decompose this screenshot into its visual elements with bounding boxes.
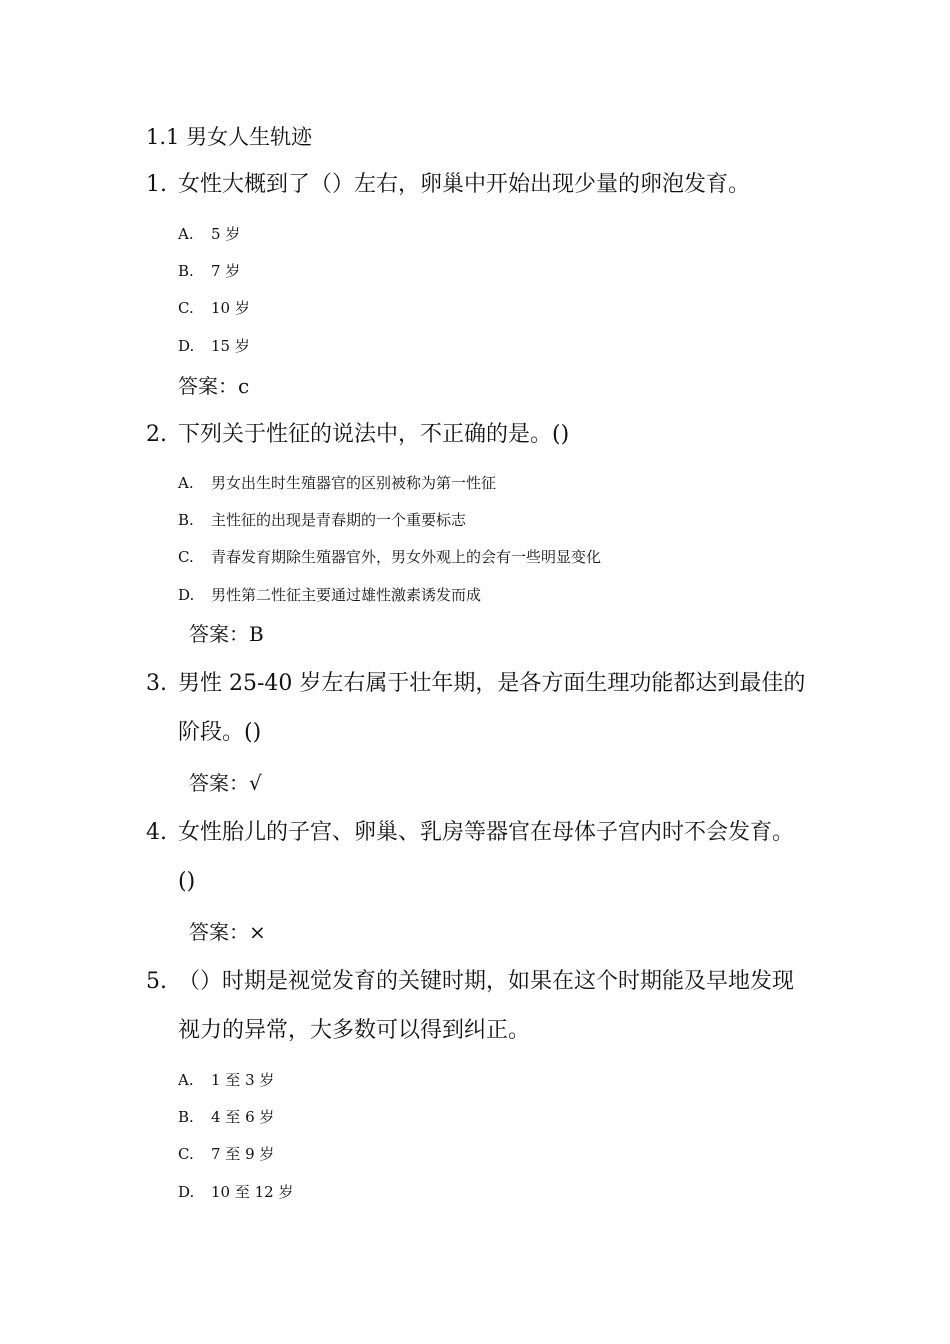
option-letter: A. [178,1071,194,1089]
question-text: 女性大概到了（）左右，卵巢中开始出现少量的卵泡发育。 [178,172,751,197]
option-text: 男性第二性征主要通过雄性激素诱发而成 [211,586,482,604]
option-letter: C. [178,1145,194,1163]
option-letter: A. [178,225,194,243]
answer-text: 答案：√ [189,771,262,795]
option-letter: B. [178,511,194,529]
option-letter: D. [178,1183,195,1201]
question-text: 男性 25-40 岁左右属于壮年期，是各方面生理功能都达到最佳的 [178,671,806,696]
question-number: 2. [146,422,167,447]
option-text: 1 至 3 岁 [211,1071,275,1089]
option-text: 7 至 9 岁 [211,1145,275,1163]
option-letter: C. [178,299,194,317]
question-number: 4. [146,820,167,845]
option-text: 10 岁 [211,299,250,317]
option-letter: B. [178,1108,194,1126]
option-letter: C. [178,548,194,566]
question-text: 阶段。() [178,720,262,745]
question-number: 5. [146,969,167,994]
option-letter: D. [178,337,195,355]
question-number: 3. [146,671,167,696]
option-text: 5 岁 [211,225,241,243]
option-text: 7 岁 [211,262,241,280]
option-letter: D. [178,586,195,604]
question-text: 下列关于性征的说法中，不正确的是。() [178,422,570,447]
option-text: 4 至 6 岁 [211,1108,275,1126]
question-text: () [178,869,196,894]
option-text: 主性征的出现是青春期的一个重要标志 [211,511,467,529]
section-title: 1.1 男女人生轨迹 [146,125,313,149]
question-text: （）时期是视觉发育的关键时期，如果在这个时期能及早地发现 [178,969,795,994]
option-text: 青春发育期除生殖器官外，男女外观上的会有一些明显变化 [211,548,602,566]
option-letter: A. [178,474,194,492]
option-text: 10 至 12 岁 [211,1183,294,1201]
answer-text: 答案：B [189,622,264,646]
option-text: 15 岁 [211,337,250,355]
question-number: 1. [146,172,167,197]
answer-text: 答案：c [178,374,250,398]
option-letter: B. [178,262,194,280]
answer-text: 答案：× [189,920,266,944]
option-text: 男女出生时生殖器官的区别被称为第一性征 [211,474,497,492]
question-text: 视力的异常，大多数可以得到纠正。 [178,1018,531,1043]
question-text: 女性胎儿的子宫、卵巢、乳房等器官在母体子宫内时不会发育。 [178,820,795,845]
